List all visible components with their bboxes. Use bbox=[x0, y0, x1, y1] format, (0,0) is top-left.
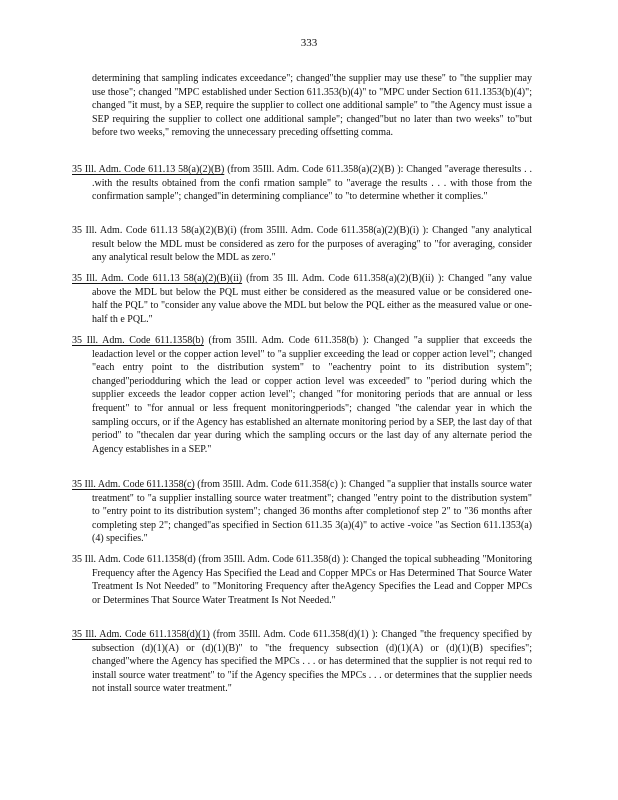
section-reference: 35 Ill. Adm. Code 611.13 58(a)(2)(B) bbox=[72, 164, 225, 175]
amendment-text: (from 35Ill. Adm. Code 611.358(b) ): Changed "a supplier that exceeds the leadaction level or the copper action level" to "a supplier exceeding the lead or copper action level"; changed "each entry point to the distribution system" to "eachentry point to its distribution system"; changed"periodduring which the lead or copper action level was exceeded" to "period during which the supplier exceeds the leador copper action level"; changed "for monitoring periods that are annual or less frequent" to "for annual or less frequent monitoringperiods"; changed "the calendar year in which the sampling occurs, or if the Agency has established an alternate monitoring period by a SEP, the last day of that period" to "thecalen dar year during which the sampling occurs or the last day of any alternate period the Agency establishes in a SEP." bbox=[92, 335, 532, 455]
amendment-entry bbox=[72, 628, 532, 696]
amendment-text: (from 35Ill. Adm. Code 611.358(a)(2)(B) ): Changed "average theresults . . .with the results obtained from the confi rmation sample" to "average the results . . . with those from the confirmation sample"; changed"in determining compliance" to "to determine whether it complies." bbox=[92, 164, 532, 203]
amendment-entry bbox=[72, 478, 532, 546]
amendment-entry bbox=[72, 272, 532, 326]
amendment-text: (from 35Ill. Adm. Code 611.358(d)(1) ): Changed "the frequency specified by subsection (d)(1)(A) or (d)(1)(B)" to "the frequency subsection (d)(1)(A) or (d)(1)(B) specifies"; changed"where the Agency has specified the MPCs . . . or has determined that the supplier is not requi red to install source water treatment" to "if the Agency specifies the MPCs . . . or determines that the supplier needs not install source water treatment." bbox=[92, 629, 532, 695]
section-reference: 35 Ill. Adm. Code 611.1358(b) bbox=[72, 335, 204, 346]
amendment-text: 35 Ill. Adm. Code 611.1358(d) (from 35Ill. Adm. Code 611.358(d) ): Changed the topical subheading "Monitoring Frequency after the Agency Has Specified the Lead and Copper MPCs or Has Determined That Source Water Treatment Is Not Needed" to "Monitoring Frequency after theAgency Specifies the Lead and Copper MPCs or Determines That Source Water Treatment Is Not Needed." bbox=[72, 554, 532, 606]
amendment-text: 35 Ill. Adm. Code 611.13 58(a)(2)(B)(i) (from 35Ill. Adm. Code 611.358(a)(2)(B)(i) ): Changed "any analytical result below the MDL must be considered as zero for the purposes of averaging" to "for averaging, consider any analytical result below the MDL as zero." bbox=[72, 225, 532, 264]
amendment-text: (from 35Ill. Adm. Code 611.358(c) ): Changed "a supplier that installs source water treatment" to "a supplier installing source water treatment"; changed "entry point to the distribution system" to "entry point to its distribution system"; changed 36 months after completionof step 2" to "36 months after completing step 2"; changed"as specified in Section 611.35 3(a)(4)" to active -voice "as Section 611.1353(a)(4) specifies." bbox=[92, 479, 533, 545]
amendment-text: (from 35 Ill. Adm. Code 611.358(a)(2)(B)(ii) ): Changed "any value above the MDL but below the PQL must either be considered as the measured value or be considered one-half the PQL" to "consider any value above the MDL but below the PQL either as the measured value or one- half th e PQL." bbox=[92, 273, 532, 325]
amendment-body bbox=[72, 224, 532, 265]
amendment-body bbox=[72, 478, 532, 546]
amendment-body bbox=[72, 553, 532, 607]
paragraph-continuation bbox=[92, 72, 532, 140]
amendment-entry bbox=[72, 224, 532, 265]
amendment-entry bbox=[72, 163, 532, 204]
page-number: 333 bbox=[300, 37, 318, 49]
amendment-body bbox=[72, 163, 532, 204]
section-reference: 35 Ill. Adm. Code 611.1358(d)(1) bbox=[72, 629, 210, 640]
amendment-body bbox=[72, 272, 532, 326]
amendment-body bbox=[72, 334, 532, 456]
amendment-entry bbox=[72, 334, 532, 456]
paragraph-text: determining that sampling indicates exceedance"; changed"the supplier may use these" to "the supplier may use those"; changed "MPC established under Section 611.353(b)(4)" to "MPC under Section 611.1353(b)(4)"; changed "it must, by a SEP, require the supplier to collect one additional sample" to "the Agency must issue a SEP requiring the supplier to collect one additional sample"; changed"but no later than two weeks" to"but before two weeks," removing the unnecessary preceding offsetting comma. bbox=[92, 73, 532, 139]
section-reference: 35 Ill. Adm. Code 611.1358(c) bbox=[72, 479, 195, 490]
amendment-body bbox=[72, 628, 532, 696]
section-reference: 35 Ill. Adm. Code 611.13 58(a)(2)(B)(ii) bbox=[72, 273, 243, 284]
amendment-entry bbox=[72, 553, 532, 607]
